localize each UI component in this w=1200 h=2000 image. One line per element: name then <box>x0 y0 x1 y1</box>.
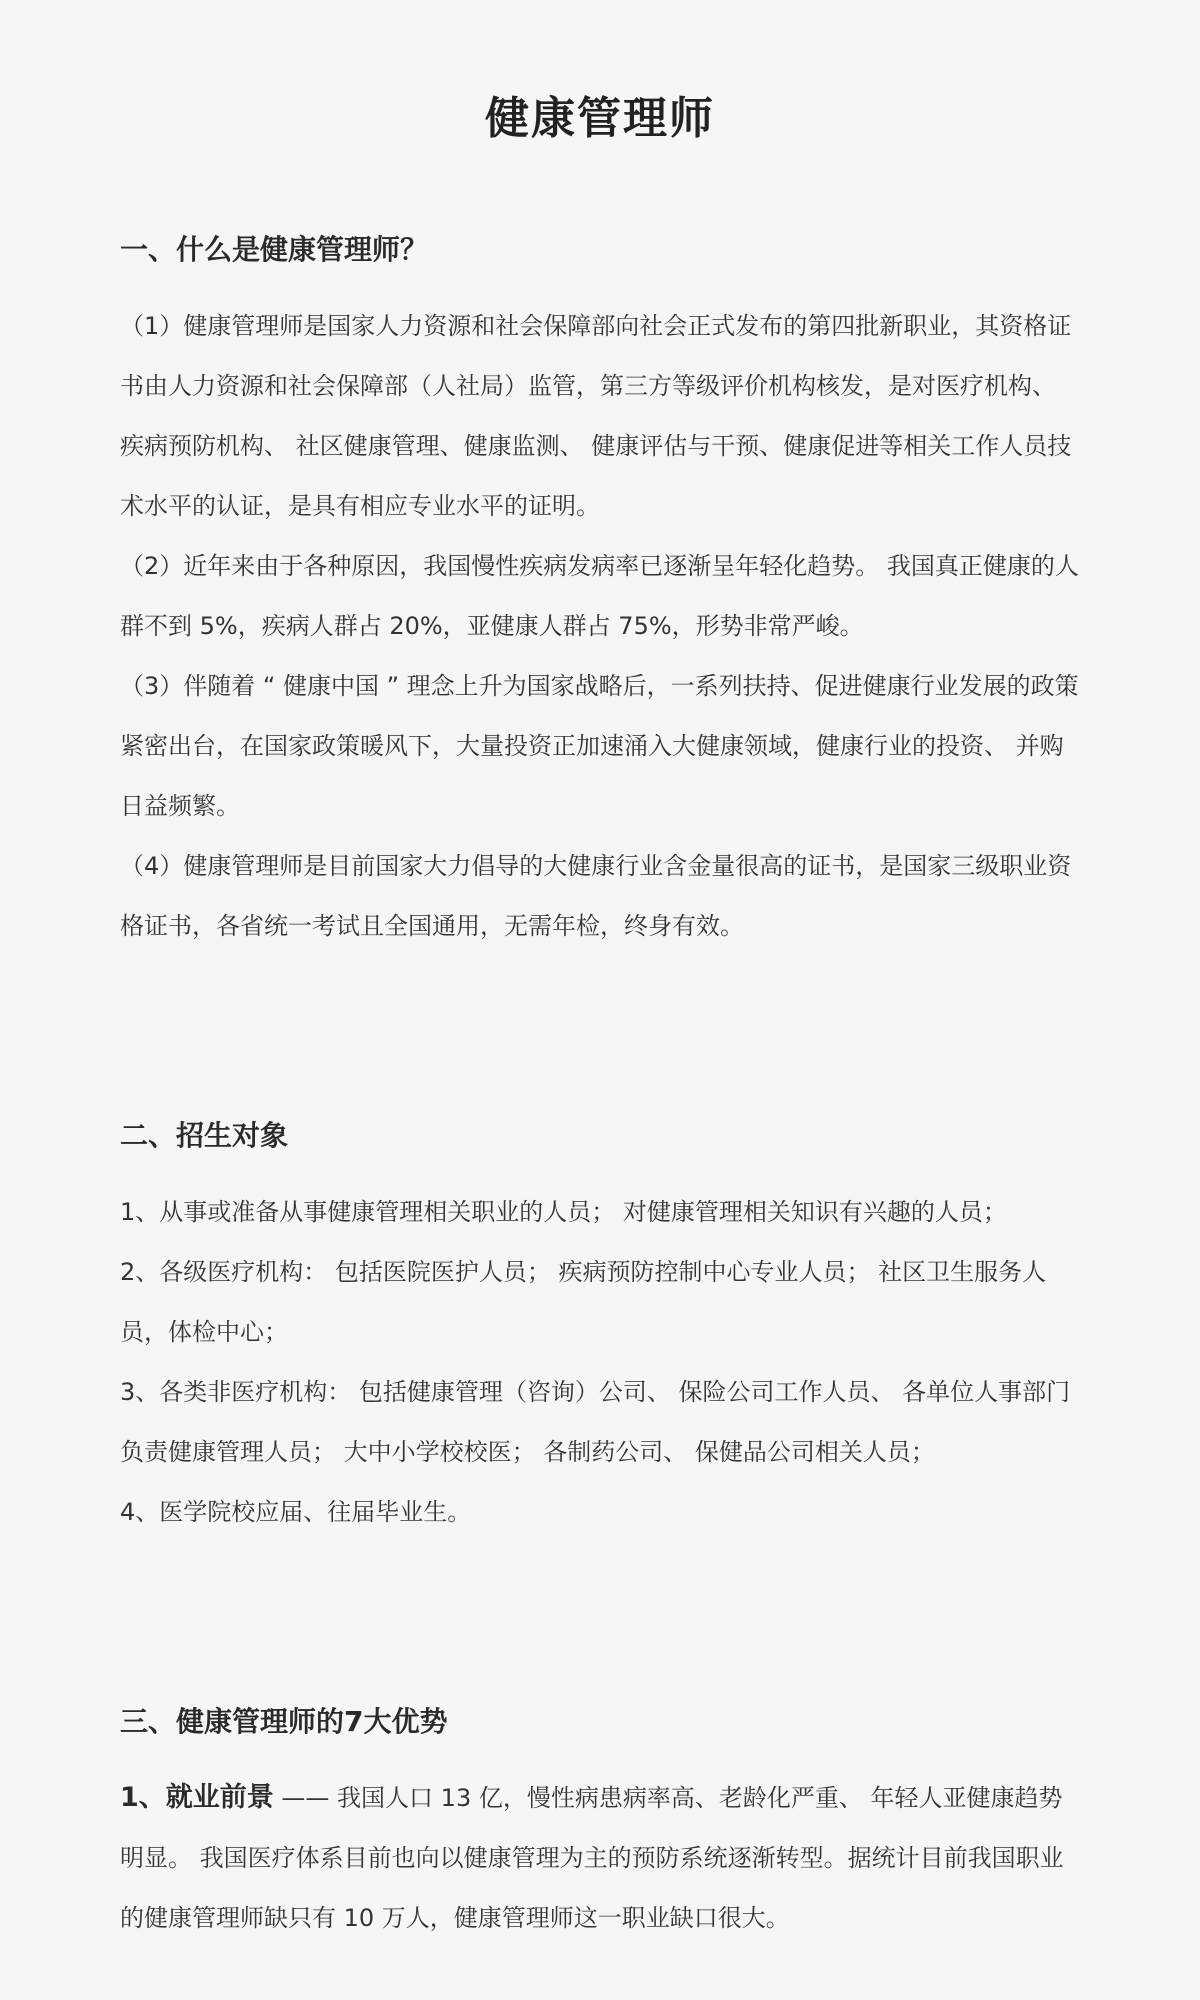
paragraph: （4）健康管理师是目前国家大力倡导的大健康行业含金量很高的证书，是国家三级职业资格证书，各省统一考试且全国通用，无需年检，终身有效。 <box>120 852 1072 940</box>
list-item: 4、医学院校应届、往届毕业生。 <box>120 1498 472 1526</box>
list-item: 3、各类非医疗机构： 包括健康管理（咨询）公司、 保险公司工作人员、 各单位人事部门负责健康管理人员； 大中小学校校医； 各制药公司、 保健品公司相关人员； <box>120 1378 1071 1466</box>
paragraph: （2）近年来由于各种原因，我国慢性疾病发病率已逐渐呈年轻化趋势。 我国真正健康的人群不到 5%，疾病人群占 20%，亚健康人群占 75%，形势非常严峻。 <box>120 552 1079 640</box>
section-enrollment-targets <box>120 1112 1080 1542</box>
advantage-item <box>120 1768 1080 1948</box>
advantage-text: —— 我国人口 13 亿，慢性病患病率高、老龄化严重、 年轻人亚健康趋势明显。 我国医疗体系目前也向以健康管理为主的预防系统逐渐转型。据统计目前我国职业的健康管理师缺只有 10 万人，健康管理师这一职业缺口很大。 <box>120 1784 1064 1932</box>
advantage-lead: 1、就业前景 <box>120 1782 274 1813</box>
document-title: 健康管理师 <box>485 93 715 144</box>
section-heading: 二、招生对象 <box>120 1119 289 1152</box>
paragraph: （3）伴随着 “ 健康中国 ” 理念上升为国家战略后，一系列扶持、促进健康行业发展的政策紧密出台，在国家政策暖风下，大量投资正加速涌入大健康领域，健康行业的投资、 并购日益频繁。 <box>120 672 1079 820</box>
section-heading: 一、什么是健康管理师？ <box>120 233 429 266</box>
section-advantages <box>120 1698 1080 1948</box>
list-item: 1、从事或准备从事健康管理相关职业的人员； 对健康管理相关知识有兴趣的人员； <box>120 1198 1007 1226</box>
list-item: 2、各级医疗机构： 包括医院医护人员； 疾病预防控制中心专业人员； 社区卫生服务人员，体检中心； <box>120 1258 1047 1346</box>
section-what-is <box>120 226 1080 956</box>
section-heading: 三、健康管理师的7大优势 <box>120 1705 448 1738</box>
paragraph: （1）健康管理师是国家人力资源和社会保障部向社会正式发布的第四批新职业，其资格证书由人力资源和社会保障部（人社局）监管，第三方等级评价机构核发，是对医疗机构、 疾病预防机构、 社区健康管理、健康监测、 健康评估与干预、健康促进等相关工作人员技术水平的认证，是具有相应专业水平的证明。 <box>120 312 1072 520</box>
